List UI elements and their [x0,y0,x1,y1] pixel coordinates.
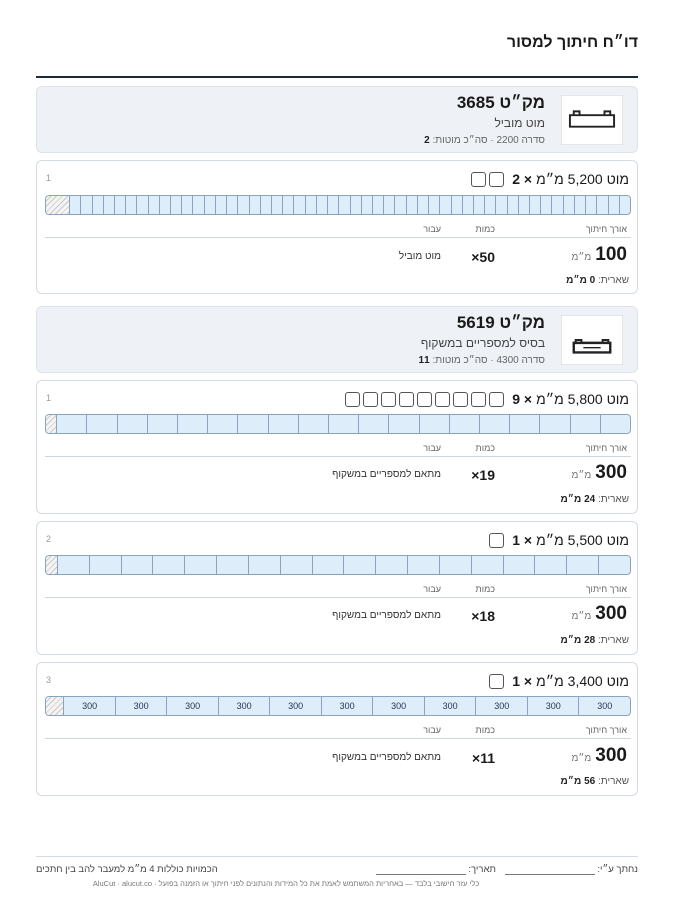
waste-segment [46,697,63,715]
cut-piece [260,196,271,214]
cut-piece [159,196,170,214]
cut-piece [507,196,518,214]
col-for: עבור [423,725,441,735]
cut-piece [566,556,598,574]
col-qty: כמות [475,224,495,234]
cut-piece [417,196,428,214]
cut-piece: 300 [63,697,115,715]
row-divider [45,738,631,739]
cut-strip [45,195,631,215]
cut-piece [462,196,473,214]
cut-piece [204,196,215,214]
profile-rail-icon [561,95,623,145]
done-checkbox[interactable] [489,172,504,187]
cut-piece [563,196,574,214]
cut-piece [350,196,361,214]
cut-piece [394,196,405,214]
checkbox-group [471,172,504,187]
page-title: דו״ח חיתוך למסור [506,34,638,51]
done-checkbox[interactable] [489,674,504,689]
bar-header [471,171,629,187]
cut-piece: 300 [475,697,527,715]
cut-piece [534,556,566,574]
cut-piece [215,196,226,214]
cut-piece [298,415,328,433]
cut-for: מתאם למספריים במשקוף [332,752,441,763]
cut-piece [152,556,184,574]
product-code: מק״ט 3685 [456,93,545,112]
waste-segment [46,556,57,574]
cut-piece [338,196,349,214]
cut-piece [305,196,316,214]
col-length: אורך חיתוך [585,443,627,453]
cut-piece [226,196,237,214]
cut-piece [312,556,344,574]
cut-piece: 300 [115,697,167,715]
cut-strip [45,414,631,434]
cut-piece [585,196,596,214]
cut-piece: 300 [527,697,579,715]
cut-piece: 300 [321,697,373,715]
cut-piece [121,556,153,574]
col-for: עבור [423,224,441,234]
cut-qty: 50× [471,249,495,265]
cut-piece [439,196,450,214]
done-checkbox[interactable] [363,392,378,407]
cut-piece [86,415,116,433]
cut-piece [80,196,91,214]
product-meta: סדרה 4300 · סה״כ מוטות: 11 [418,355,545,366]
bar-index: 1 [46,173,52,183]
cut-piece [619,196,630,214]
row-divider [45,456,631,457]
col-length: אורך חיתוך [585,725,627,735]
cut-piece [280,556,312,574]
cut-qty: 11× [472,750,495,766]
profile-base-icon [561,315,623,365]
bar-card [36,160,638,294]
cut-piece [518,196,529,214]
title-divider [36,76,638,78]
checkbox-group [345,392,504,407]
done-checkbox[interactable] [471,172,486,187]
bar-header [489,673,629,689]
remainder: שארית: 56 מ״מ [560,776,629,787]
cut-piece [293,196,304,214]
cut-piece [406,196,417,214]
cut-piece [177,415,207,433]
disclaimer: כלי עזר חישובי בלבד — באחריות המשתמש לאמת את כל המידות והנתונים לפני חיתוך או הזמנה בפועל · AluCut · alucut.co [92,879,480,888]
bar-count: × 1 [512,532,533,548]
cut-piece: 300 [424,697,476,715]
col-qty: כמות [475,584,495,594]
cut-piece [449,415,479,433]
cut-piece [361,196,372,214]
date-line[interactable] [376,874,466,875]
col-length: אורך חיתוך [585,224,627,234]
bar-card [36,662,638,796]
cut-piece [428,196,439,214]
done-checkbox[interactable] [381,392,396,407]
cut-piece [509,415,539,433]
cut-piece [451,196,462,214]
product-card-3685 [36,86,638,153]
stock-length: מוט 5,800 מ״מ [536,391,629,407]
cut-piece [608,196,619,214]
row-divider [45,597,631,598]
cut-piece [282,196,293,214]
cut-piece [503,556,535,574]
bar-card [36,521,638,655]
cut-piece [328,415,358,433]
cut-piece [551,196,562,214]
cut-strip [45,555,631,575]
bar-count: × 1 [512,673,533,689]
done-checkbox[interactable] [489,533,504,548]
bar-index: 1 [46,393,52,403]
cut-piece [327,196,338,214]
cut-piece [237,196,248,214]
cut-by-field: נחתך ע״י: [505,864,638,875]
cut-piece [375,556,407,574]
cut-piece [471,556,503,574]
cut-piece [192,196,203,214]
cut-piece [147,415,177,433]
cut-piece [372,196,383,214]
cut-piece [89,556,121,574]
checkbox-group [489,674,504,689]
cut-piece [103,196,114,214]
cut-piece [69,196,80,214]
cut-piece: 300 [578,697,630,715]
cut-piece [125,196,136,214]
bar-count: × 9 [512,391,533,407]
cut-piece [600,415,630,433]
cut-piece [439,556,471,574]
cut-piece [570,415,600,433]
cut-qty: 19× [471,467,495,483]
cut-length: 300מ״מ [571,603,627,624]
cut-qty: 18× [471,608,495,624]
cut-piece [574,196,585,214]
cut-piece [114,196,125,214]
done-checkbox[interactable] [435,392,450,407]
cut-piece [136,196,147,214]
bar-header [345,391,629,407]
cut-piece [148,196,159,214]
cut-piece [237,415,267,433]
cut-piece [271,196,282,214]
checkbox-group [489,533,504,548]
bar-index: 2 [46,534,52,544]
cut-piece [249,196,260,214]
cut-piece [407,556,439,574]
cut-piece [56,415,86,433]
stock-length: מוט 3,400 מ״מ [536,673,629,689]
cut-for: מתאם למספריים במשקוף [332,469,441,480]
cut-piece [539,415,569,433]
date-field: תאריך: [376,864,496,875]
cut-piece [479,415,509,433]
done-checkbox[interactable] [453,392,468,407]
product-card-5619 [36,306,638,373]
cut-piece: 300 [166,697,218,715]
cut-piece [184,556,216,574]
cut-piece [484,196,495,214]
cut-piece [57,556,89,574]
product-description: בסיס למספריים במשקוף [420,336,545,350]
cut-piece [598,556,630,574]
done-checkbox[interactable] [345,392,360,407]
bar-card [36,380,638,514]
cut-piece [473,196,484,214]
done-checkbox[interactable] [417,392,432,407]
cut-length: 300מ״מ [571,745,627,766]
cut-piece [117,415,147,433]
bar-count: × 2 [512,171,533,187]
stock-length: מוט 5,200 מ״מ [536,171,629,187]
row-divider [45,237,631,238]
col-for: עבור [423,443,441,453]
cut-piece [268,415,298,433]
remainder: שארית: 24 מ״מ [560,494,629,505]
col-length: אורך חיתוך [585,584,627,594]
cut-piece [388,415,418,433]
cut-for: מתאם למספריים במשקוף [332,610,441,621]
cut-piece [419,415,449,433]
done-checkbox[interactable] [489,392,504,407]
footer-divider [36,856,638,857]
cut-piece [495,196,506,214]
remainder: שארית: 28 מ״מ [560,635,629,646]
cut-piece [181,196,192,214]
cut-strip [45,696,631,716]
cut-piece [316,196,327,214]
cut-piece [358,415,388,433]
stock-length: מוט 5,500 מ״מ [536,532,629,548]
col-qty: כמות [475,443,495,453]
product-description: מוט מוביל [494,116,545,130]
cut-piece [92,196,103,214]
cut-piece [529,196,540,214]
bar-index: 3 [46,675,52,685]
cut-length: 300מ״מ [571,462,627,483]
col-qty: כמות [475,725,495,735]
kerf-note: הכמויות כוללות 4 מ״מ למעבר להב בין חתכים [36,864,218,875]
cut-for: מוט מוביל [398,251,441,262]
waste-segment [46,196,69,214]
cut-piece [596,196,607,214]
waste-segment [46,415,56,433]
product-code: מק״ט 5619 [456,313,545,332]
cut-piece: 300 [269,697,321,715]
cut-piece [343,556,375,574]
bar-header [489,532,629,548]
cut-by-line[interactable] [505,874,595,875]
cut-piece [540,196,551,214]
cut-piece [207,415,237,433]
done-checkbox[interactable] [471,392,486,407]
cut-piece [383,196,394,214]
remainder: שארית: 0 מ״מ [566,275,629,286]
cut-piece: 300 [218,697,270,715]
product-meta: סדרה 2200 · סה״כ מוטות: 2 [424,135,545,146]
cut-piece [216,556,248,574]
cut-length: 100מ״מ [571,244,627,265]
cut-piece: 300 [372,697,424,715]
col-for: עבור [423,584,441,594]
cut-piece [170,196,181,214]
cut-piece [248,556,280,574]
done-checkbox[interactable] [399,392,414,407]
